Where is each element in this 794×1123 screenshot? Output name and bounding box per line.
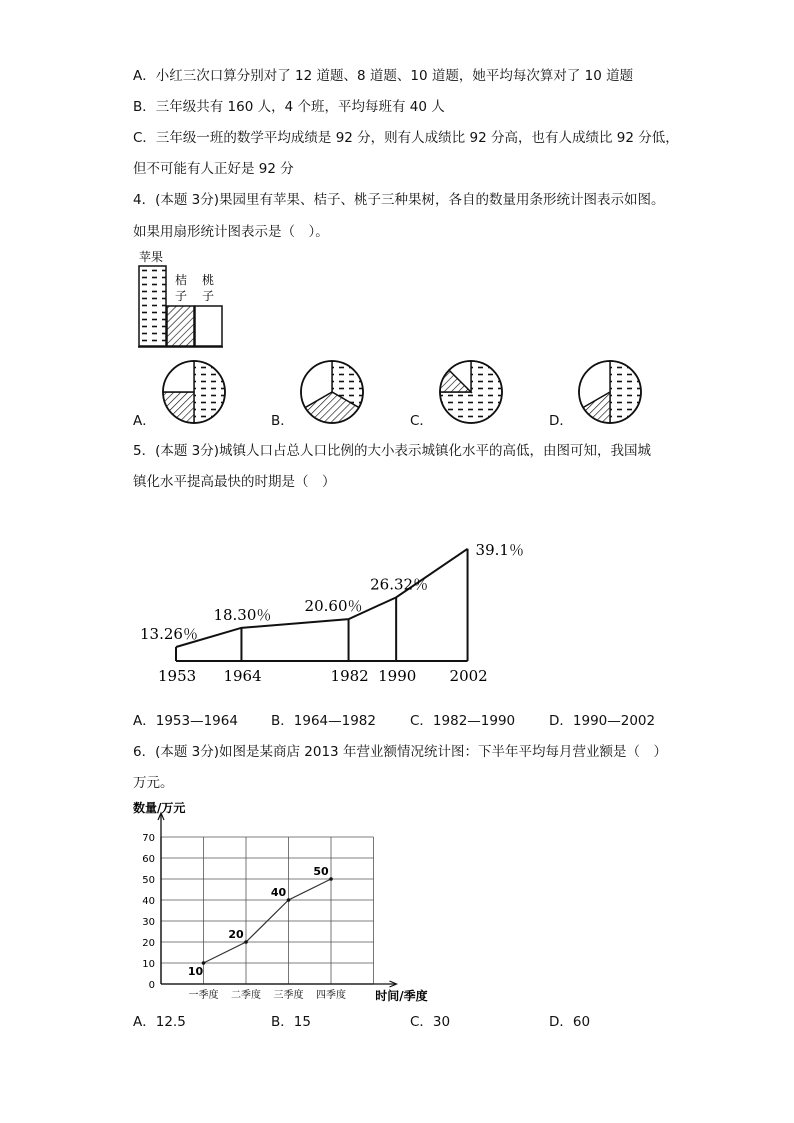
q6-revenue-line-chart bbox=[128, 798, 438, 1008]
y-axis-label: 数量/万元 bbox=[133, 801, 186, 815]
bar-2 bbox=[195, 306, 222, 346]
year-label-1964: 1964 bbox=[223, 667, 262, 685]
y-tick-0: 0 bbox=[148, 980, 155, 991]
pie-slice-0 bbox=[610, 361, 641, 423]
data-point-2 bbox=[287, 898, 291, 902]
x-tick-0: 一季度 bbox=[188, 990, 219, 1001]
q4-stem-line2: 如果用扇形统计图表示是（ ）。 bbox=[133, 224, 329, 240]
data-point-3 bbox=[329, 877, 333, 881]
q4-bar-chart bbox=[130, 246, 230, 352]
q5-option-d: D．1990—2002 bbox=[549, 713, 656, 729]
q6-option-a: A．12.5 bbox=[133, 1014, 186, 1030]
x-tick-1: 二季度 bbox=[231, 990, 261, 1001]
bar-0 bbox=[139, 266, 166, 346]
data-label-0: 10 bbox=[187, 965, 204, 978]
q3-option-b: B．三年级共有 160 人，4 个班，平均每班有 40 人 bbox=[133, 99, 445, 115]
data-point-1 bbox=[244, 940, 248, 944]
q4-pie-c bbox=[436, 357, 506, 427]
q5-urbanization-chart bbox=[120, 515, 540, 690]
q4-pie-a bbox=[159, 357, 229, 427]
q4-option-a-label: A． bbox=[133, 413, 156, 429]
apple-label: 苹果 bbox=[139, 250, 164, 264]
x-tick-3: 四季度 bbox=[316, 990, 346, 1001]
year-label-1990: 1990 bbox=[378, 667, 417, 685]
y-tick-50: 50 bbox=[142, 875, 155, 886]
y-tick-40: 40 bbox=[142, 896, 155, 907]
q5-stem-line2: 镇化水平提高最快的时期是（ ） bbox=[133, 474, 336, 490]
year-label-1953: 1953 bbox=[158, 667, 197, 685]
data-label-2: 40 bbox=[270, 886, 287, 899]
rate-label-1964: 18.30％ bbox=[213, 605, 272, 624]
q4-option-d-label: D． bbox=[549, 413, 573, 429]
year-label-2002: 2002 bbox=[449, 667, 488, 685]
rate-label-1953: 13.26％ bbox=[140, 625, 198, 643]
rate-label-1990: 26.32％ bbox=[370, 575, 429, 594]
q6-stem-line1: 6．(本题 3分)如图是某商店 2013 年营业额情况统计图：下半年平均每月营业额是（ ） bbox=[133, 744, 667, 760]
q4-stem-line1: 4．(本题 3分)果园里有苹果、桔子、桃子三种果树，各自的数量用条形统计图表示如图。 bbox=[133, 192, 665, 208]
year-label-1982: 1982 bbox=[330, 667, 369, 685]
q3-option-a: A．小红三次口算分别对了 12 道题、8 道题、10 道题，她平均每次算对了 10 道题 bbox=[133, 68, 634, 84]
pie-slice-0 bbox=[194, 361, 225, 423]
q5-option-c: C．1982—1990 bbox=[410, 713, 516, 729]
q6-option-c: C．30 bbox=[410, 1014, 451, 1030]
q5-option-a: A．1953—1964 bbox=[133, 713, 238, 729]
q4-option-b-label: B． bbox=[271, 413, 294, 429]
q5-option-b: B．1964—1982 bbox=[271, 713, 376, 729]
bar-1 bbox=[167, 306, 194, 346]
peach-label-1: 桃 bbox=[202, 273, 215, 287]
q6-stem-line2: 万元。 bbox=[133, 775, 174, 791]
q4-option-c-label: C． bbox=[410, 413, 433, 429]
q4-pie-b bbox=[297, 357, 367, 427]
rate-label-1982: 20.60％ bbox=[304, 597, 363, 616]
q6-option-d: D．60 bbox=[549, 1014, 591, 1030]
q3-option-c-line1: C．三年级一班的数学平均成绩是 92 分，则有人成绩比 92 分高，也有人成绩比 92 分低， bbox=[133, 130, 679, 146]
orange-label-2: 子 bbox=[175, 289, 188, 303]
y-tick-20: 20 bbox=[142, 938, 155, 949]
y-tick-30: 30 bbox=[142, 917, 155, 928]
peach-label-2: 子 bbox=[202, 289, 215, 303]
q6-option-b: B．15 bbox=[271, 1014, 311, 1030]
q3-option-c-line2: 但不可能有人正好是 92 分 bbox=[133, 161, 294, 177]
y-tick-10: 10 bbox=[142, 959, 155, 970]
x-axis-label: 时间/季度 bbox=[375, 989, 428, 1003]
y-tick-60: 60 bbox=[142, 854, 155, 865]
q4-pie-d bbox=[575, 357, 645, 427]
orange-label-1: 桔 bbox=[175, 273, 188, 287]
data-label-3: 50 bbox=[313, 865, 329, 878]
x-tick-2: 三季度 bbox=[273, 990, 304, 1001]
q5-stem-line1: 5．(本题 3分)城镇人口占总人口比例的大小表示城镇化水平的高低，由图可知，我国城 bbox=[133, 443, 652, 459]
rate-label-2002: 39.1％ bbox=[475, 540, 524, 559]
y-tick-70: 70 bbox=[142, 833, 155, 844]
data-label-1: 20 bbox=[228, 928, 244, 941]
